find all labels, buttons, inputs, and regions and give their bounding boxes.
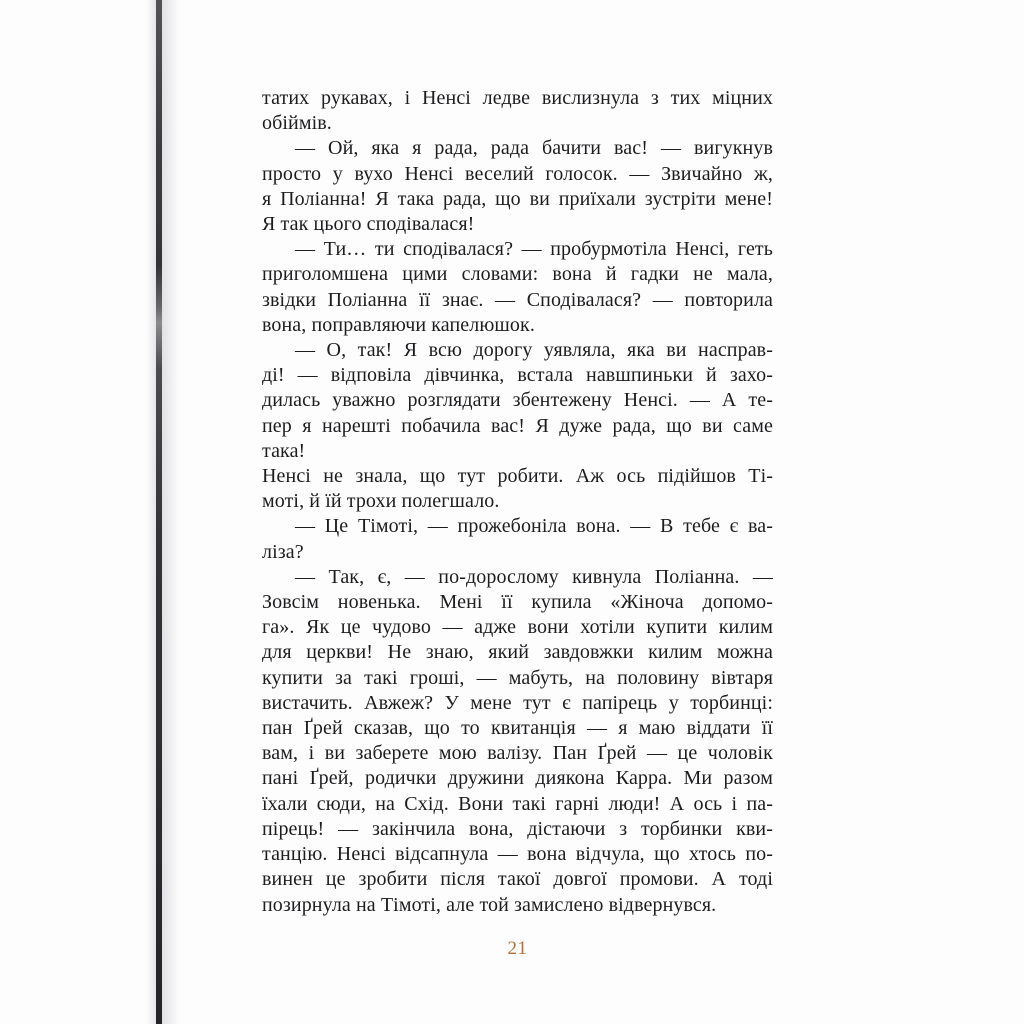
paragraph (262, 514, 773, 564)
text-line: купити за такі гроші, — мабуть, на половину вівтаря (262, 666, 773, 689)
text-line: винен це зробити після такої довгої промови. А тоді (262, 868, 773, 891)
paragraph (262, 464, 773, 514)
text-line: Я так цього сподівалася! (262, 213, 475, 236)
text-line: обіймів. (262, 112, 332, 135)
text-line: пірець! — закінчила вона, дістаючи з торбинки кви- (262, 817, 773, 840)
text-line: — О, так! Я всю дорогу уявляла, яка ви насправ- (295, 339, 773, 362)
paragraph (262, 565, 773, 918)
paragraph (262, 338, 773, 464)
text-line: позирнула на Тімоті, але той замислено відвернувся. (262, 893, 717, 916)
spine-shadow-right (162, 0, 180, 1024)
text-line: я Поліанна! Я така рада, що ви приїхали зустріти мене! (262, 187, 773, 210)
text-line: їхали сюди, на Схід. Вони такі гарні люди! А ось і па- (262, 792, 773, 815)
text-line: просто у вухо Ненсі веселий голосок. — Звичайно ж, (262, 162, 773, 185)
text-line: танцію. Ненсі відсапнула — вона відчула, що хтось по- (262, 843, 773, 866)
text-line: для церкви! Не знаю, який завдовжки килим можна (262, 641, 773, 664)
text-line: Ненсі не знала, що тут робити. Аж ось підійшов Ті- (262, 465, 773, 488)
text-line: татих рукавах, і Ненсі ледве вислизнула з тих міцних (262, 87, 773, 109)
text-line: пані Ґрей, родички дружини диякона Карра. Ми разом (262, 767, 773, 790)
text-line: Зовсім новенька. Мені її купила «Жіноча допомо- (262, 591, 773, 614)
text-line: ліза? (262, 540, 304, 563)
text-line: моті, й їй трохи полегшало. (262, 490, 500, 513)
text-line: вам, і ви заберете мою валізу. Пан Ґрей — це чоловік (262, 742, 773, 765)
text-line: дилась уважно розглядати збентежену Ненсі. — А те- (262, 389, 773, 412)
text-line: пер я нарешті побачила вас! Я дуже рада, що ви саме (262, 414, 773, 437)
text-line: така! (262, 439, 306, 462)
text-line: вона, поправляючи капелюшок. (262, 313, 535, 336)
spine-shadow-left (146, 0, 156, 1024)
paragraph (262, 237, 773, 338)
text-line: вистачить. Авжеж? У мене тут є папірець у торбинці: (262, 691, 773, 714)
page-text (262, 86, 773, 918)
text-line: — Це Тімоті, — прожебоніла вона. — В тебе є ва- (295, 515, 773, 538)
text-line: ді! — відповіла дівчинка, встала навшпиньки й захо- (262, 364, 773, 387)
text-line: приголомшена цими словами: вона й гадки не мала, (262, 263, 773, 286)
text-line: пан Ґрей сказав, що то квитанція — я маю віддати її (262, 717, 773, 740)
paragraph (262, 136, 773, 237)
text-line: га». Як це чудово — адже вони хотіли купити килим (262, 616, 773, 639)
text-line: звідки Поліанна її знає. — Сподівалася? — повторила (262, 288, 773, 311)
text-line: — Ти… ти сподівалася? — пробурмотіла Ненсі, геть (295, 238, 773, 261)
paragraph (262, 86, 773, 136)
page-number: 21 (507, 938, 528, 959)
text-line: — Ой, яка я рада, рада бачити вас! — вигукнув (295, 137, 773, 160)
text-line: — Так, є, — по-дорослому кивнула Поліанна. — (295, 565, 773, 588)
